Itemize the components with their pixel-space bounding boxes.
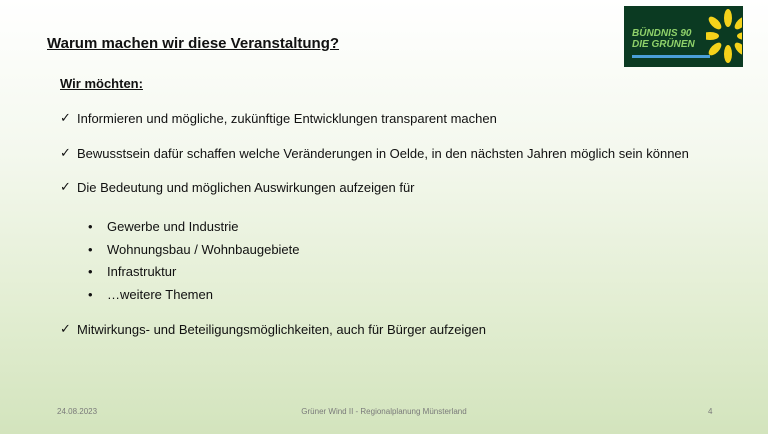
logo-text	[632, 28, 695, 50]
check-item-text: Mitwirkungs- und Beteiligungsmöglichkeiten, auch für Bürger aufzeigen	[77, 321, 486, 337]
bullet-item-text: Wohnungsbau / Wohnbaugebiete	[107, 242, 300, 257]
check-icon: ✓	[60, 110, 71, 125]
subheading: Wir möchten:	[60, 76, 143, 91]
check-item-4	[60, 321, 486, 337]
check-icon: ✓	[60, 179, 71, 194]
check-icon: ✓	[60, 145, 71, 160]
check-icon: ✓	[60, 321, 71, 336]
bullet-item-2	[88, 242, 300, 257]
check-item-3	[60, 179, 415, 195]
bullet-item-text: …weitere Themen	[107, 287, 213, 302]
check-item-text: Informieren und mögliche, zukünftige Entwicklungen transparent machen	[77, 110, 497, 126]
bullet-icon: •	[88, 219, 93, 234]
bullet-item-4	[88, 287, 213, 302]
footer-title: Grüner Wind II - Regionalplanung Münsterland	[301, 407, 467, 416]
bullet-item-3	[88, 264, 176, 279]
bullet-icon: •	[88, 242, 93, 257]
bullet-item-1	[88, 219, 239, 234]
party-logo	[624, 6, 743, 67]
logo-line-1: BÜNDNIS 90	[632, 28, 692, 39]
slide-title: Warum machen wir diese Veranstaltung?	[47, 35, 340, 52]
check-item-text: Die Bedeutung und möglichen Auswirkungen aufzeigen für	[77, 179, 415, 195]
bullet-icon: •	[88, 264, 93, 279]
bullet-icon: •	[88, 287, 93, 302]
page-number: 4	[708, 407, 713, 416]
footer-date: 24.08.2023	[57, 407, 98, 416]
sunflower-icon	[706, 8, 742, 64]
bullet-item-text: Infrastruktur	[107, 264, 177, 279]
check-item-1	[60, 110, 497, 126]
logo-bar	[632, 55, 710, 58]
bullet-item-text: Gewerbe und Industrie	[107, 219, 239, 234]
check-item-text: Bewusstsein dafür schaffen welche Veränderungen in Oelde, in den nächsten Jahren möglich sein können	[77, 145, 689, 161]
check-item-2	[60, 145, 689, 161]
logo-line-2: DIE GRÜNEN	[632, 39, 695, 50]
